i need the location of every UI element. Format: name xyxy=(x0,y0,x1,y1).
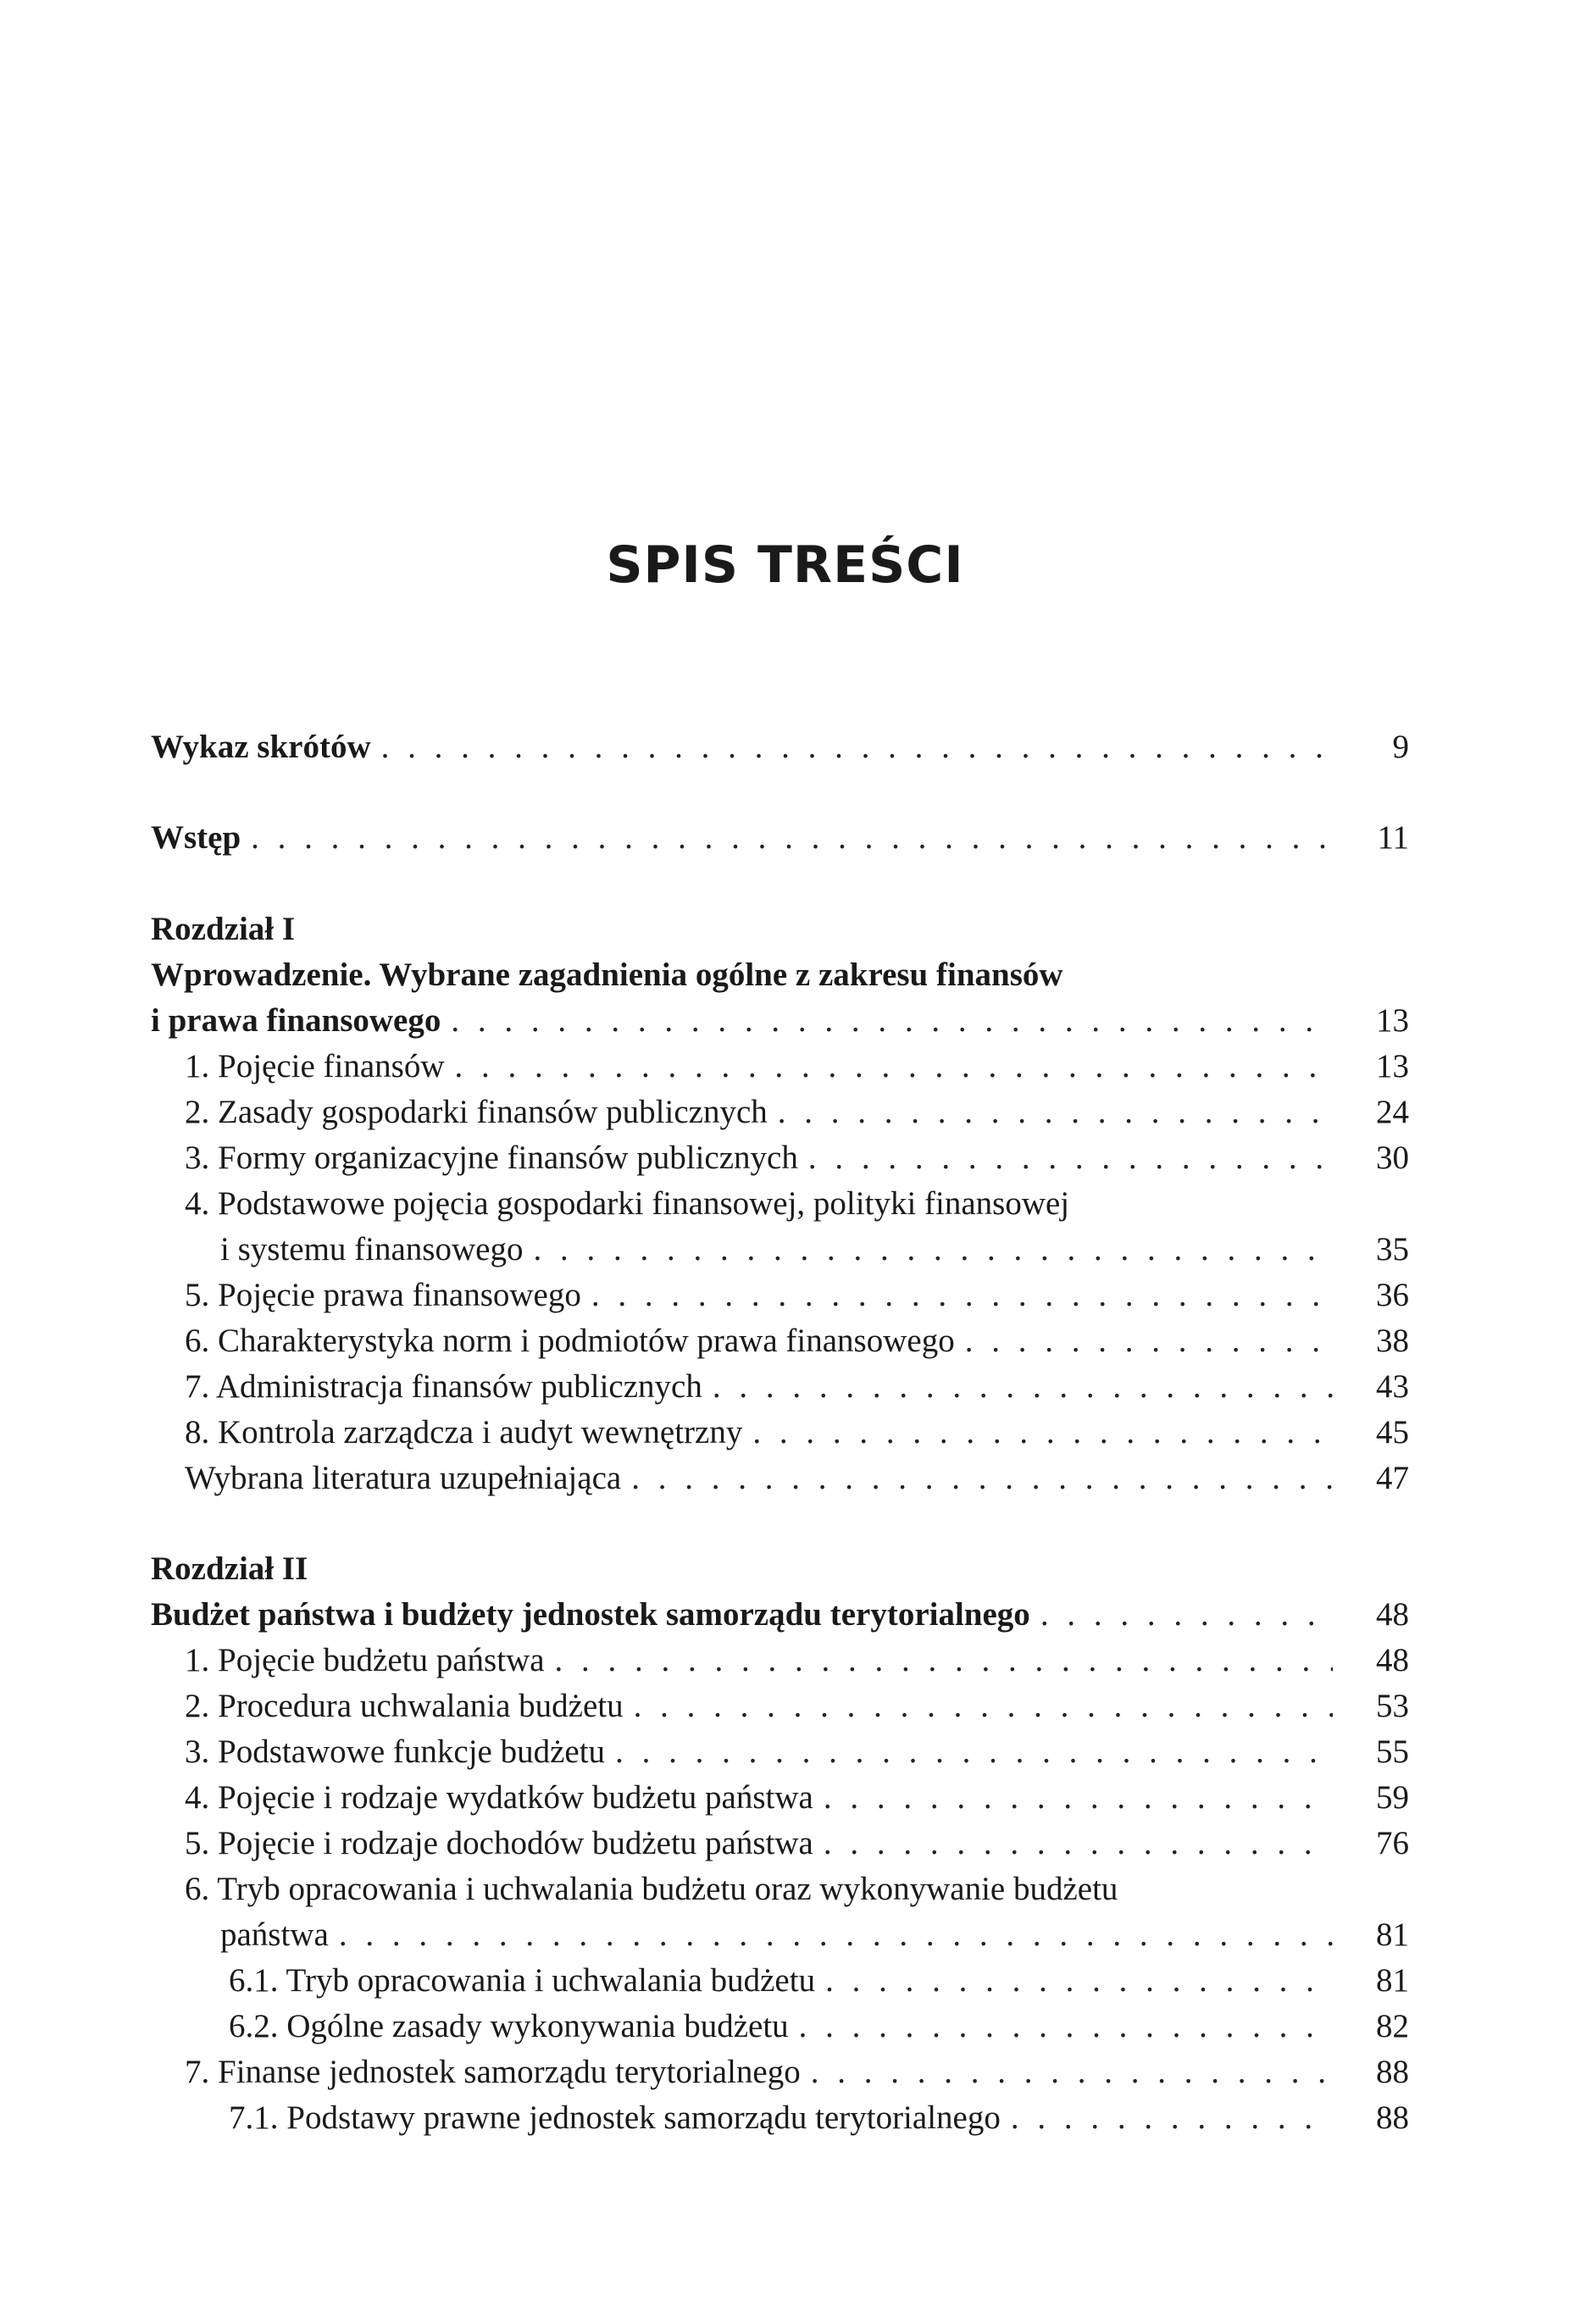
dot-leader xyxy=(799,2004,1333,2049)
toc-entry-label: i prawa finansowego xyxy=(151,1002,441,1039)
page-title: SPIS TREŚCI xyxy=(606,535,964,595)
dot-leader xyxy=(615,1729,1333,1775)
toc-subentry[interactable]: 6.1. Tryb opracowania i uchwalania budżetu . . . 81 xyxy=(229,1958,1409,2004)
toc-entry[interactable]: Wybrana literatura uzupełniająca . . . 47 xyxy=(185,1456,1409,1501)
toc-entry[interactable]: państwa . . . 81 xyxy=(220,1912,1409,1958)
chapter-1-title-line1[interactable]: Wprowadzenie. Wybrane zagadnienia ogólne z zakresu finansów xyxy=(151,957,1063,993)
toc-page-number: 11 xyxy=(1377,819,1409,856)
toc-entry-label: Budżet państwa i budżety jednostek samorządu terytorialnego xyxy=(151,1596,1030,1633)
toc-entry[interactable]: 8. Kontrola zarządcza i audyt wewnętrzny . . . 45 xyxy=(185,1410,1409,1456)
dot-leader xyxy=(591,1273,1333,1318)
dot-leader xyxy=(752,1410,1333,1456)
toc-entry-wstep[interactable] xyxy=(151,815,1409,861)
toc-entry[interactable]: 1. Pojęcie budżetu państwa . . . 48 xyxy=(185,1638,1409,1683)
dot-leader xyxy=(631,1456,1333,1501)
toc-subentry[interactable]: 7.1. Podstawy prawne jednostek samorządu terytorialnego . . . 88 xyxy=(229,2095,1409,2141)
dot-leader xyxy=(713,1364,1333,1410)
dot-leader xyxy=(1011,2095,1333,2141)
dot-leader xyxy=(339,1912,1333,1958)
dot-leader xyxy=(824,1775,1333,1821)
toc-entry[interactable]: i systemu finansowego . . . 35 xyxy=(220,1227,1409,1273)
toc-page-number: 13 xyxy=(1376,1002,1409,1039)
dot-leader xyxy=(825,1958,1333,2004)
dot-leader xyxy=(555,1638,1333,1683)
toc-entry-line1[interactable]: 4. Podstawowe pojęcia gospodarki finansowej, polityki finansowej xyxy=(185,1185,1070,1222)
toc-entry[interactable]: 6. Charakterystyka norm i podmiotów prawa finansowego . . . 38 xyxy=(185,1318,1409,1364)
chapter-2-heading: Rozdział II xyxy=(151,1550,308,1587)
dot-leader xyxy=(824,1821,1333,1866)
toc-entry[interactable]: 2. Zasady gospodarki finansów publicznych . . . 24 xyxy=(185,1090,1409,1135)
dot-leader xyxy=(455,1044,1333,1090)
dot-leader xyxy=(965,1318,1333,1364)
toc-page-number: 48 xyxy=(1376,1596,1409,1633)
toc-entry-line1[interactable]: 6. Tryb opracowania i uchwalania budżetu oraz wykonywanie budżetu xyxy=(185,1871,1118,1907)
toc-subentry[interactable]: 6.2. Ogólne zasady wykonywania budżetu . . . 82 xyxy=(229,2004,1409,2049)
dot-leader xyxy=(634,1683,1333,1729)
toc-entry[interactable]: 3. Podstawowe funkcje budżetu . . . 55 xyxy=(185,1729,1409,1775)
dot-leader xyxy=(808,1135,1333,1181)
toc-entry-label: Wykaz skrótów xyxy=(151,729,371,765)
toc-entry[interactable]: 3. Formy organizacyjne finansów publicznych . . . 30 xyxy=(185,1135,1409,1181)
toc-entry[interactable]: 1. Pojęcie finansów . . . 13 xyxy=(185,1044,1409,1090)
toc-entry[interactable]: 7. Administracja finansów publicznych . . . 43 xyxy=(185,1364,1409,1410)
dot-leader xyxy=(778,1090,1333,1135)
chapter-2-title[interactable] xyxy=(151,1592,1409,1638)
toc-entry-wykaz[interactable] xyxy=(151,724,1409,770)
dot-leader xyxy=(811,2049,1333,2095)
dot-leader xyxy=(251,815,1333,861)
toc-entry[interactable]: 5. Pojęcie i rodzaje dochodów budżetu państwa . . . 76 xyxy=(185,1821,1409,1866)
dot-leader xyxy=(1040,1592,1333,1638)
chapter-1-title[interactable] xyxy=(151,998,1409,1044)
chapter-1-heading: Rozdział I xyxy=(151,911,296,947)
toc-entry[interactable]: 7. Finanse jednostek samorządu terytorialnego . . . 88 xyxy=(185,2049,1409,2095)
toc-page-number: 9 xyxy=(1392,729,1409,765)
toc-entry[interactable]: 5. Pojęcie prawa finansowego . . . 36 xyxy=(185,1273,1409,1318)
dot-leader xyxy=(381,724,1333,770)
toc-entry[interactable]: 2. Procedura uchwalania budżetu . . . 53 xyxy=(185,1683,1409,1729)
dot-leader xyxy=(533,1227,1333,1273)
dot-leader xyxy=(451,998,1333,1044)
toc-entry-label: Wstęp xyxy=(151,819,241,856)
toc-entry[interactable]: 4. Pojęcie i rodzaje wydatków budżetu państwa . . . 59 xyxy=(185,1775,1409,1821)
